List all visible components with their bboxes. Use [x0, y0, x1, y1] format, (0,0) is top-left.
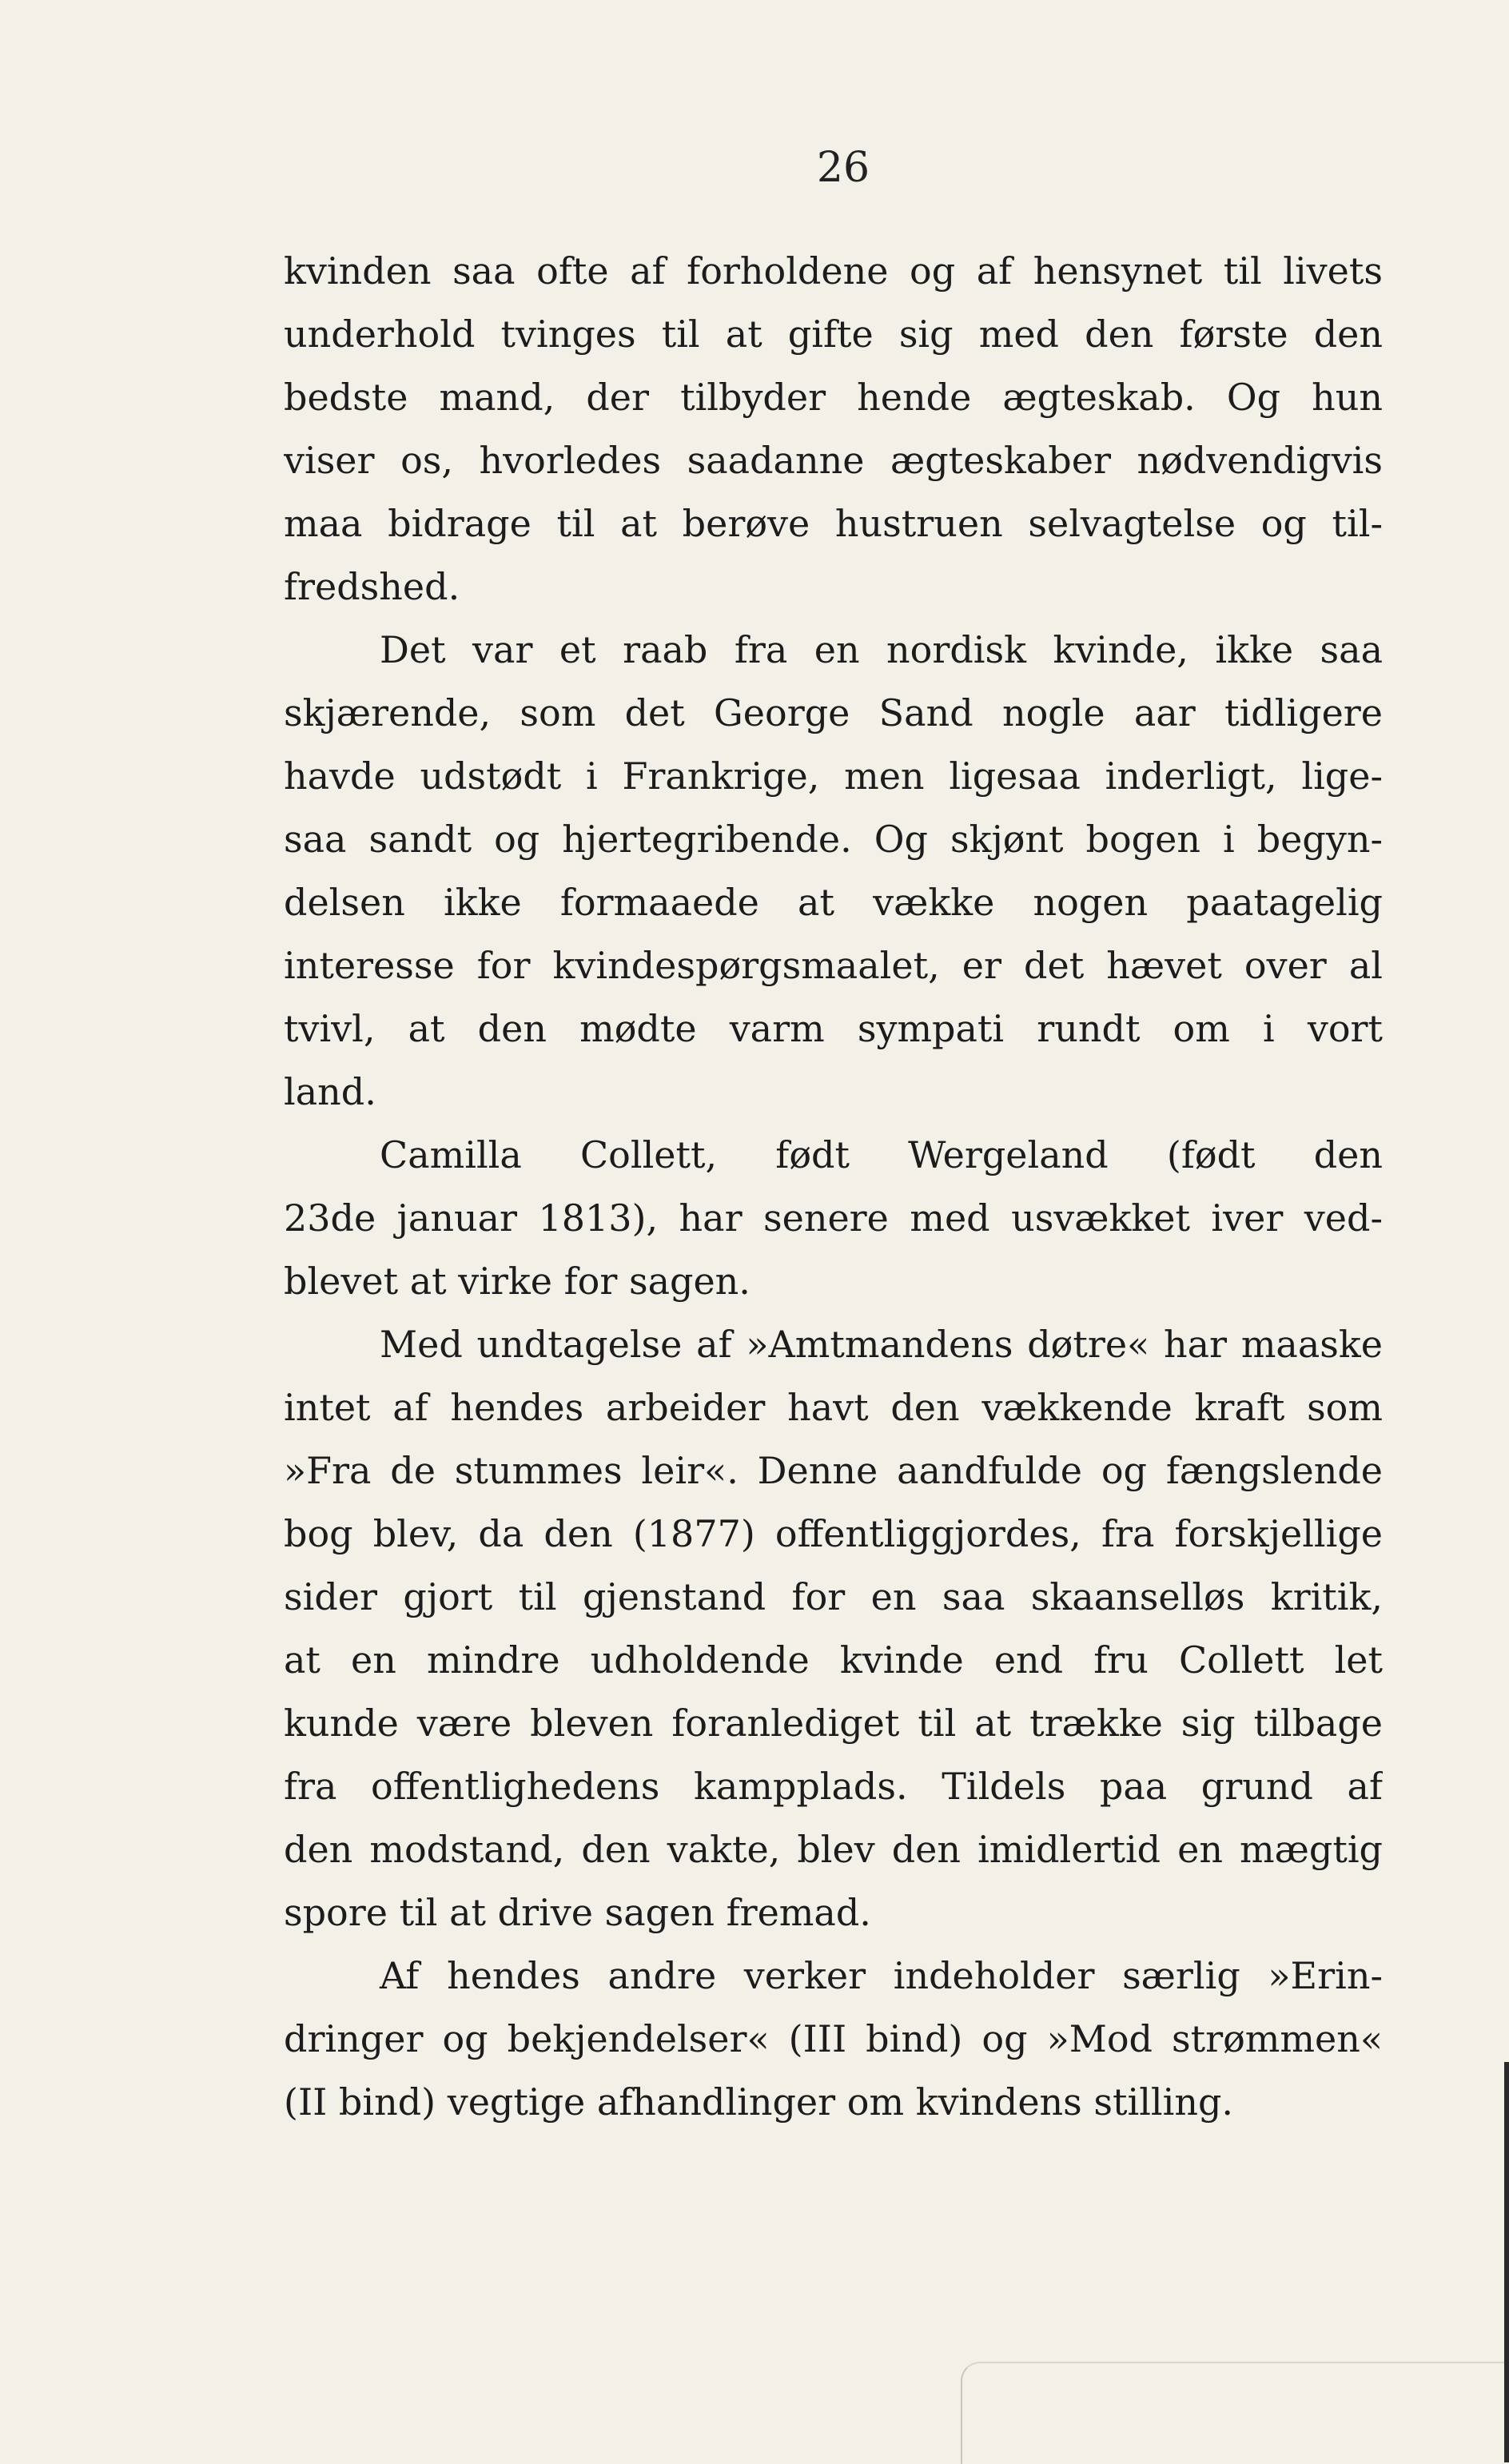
text-line: den modstand, den vakte, blev den imidlertid en mægtig [284, 1828, 1383, 1871]
text-line: bedste mand, der tilbyder hende ægteskab. Og hun [284, 376, 1383, 419]
page-edge-mark [961, 2362, 1509, 2464]
text-line: viser os, hvorledes saadanne ægteskaber nødvendigvis [284, 439, 1383, 482]
text-line: saa sandt og hjertegribende. Og skjønt bogen i begyn- [284, 818, 1383, 861]
text-line: land. [284, 1070, 376, 1113]
text-line: tvivl, at den mødte varm sympati rundt om i vort [284, 1007, 1383, 1050]
text-line: Med undtagelse af »Amtmandens døtre« har maaske [380, 1323, 1383, 1366]
text-line: »Fra de stummes leir«. Denne aandfulde og fængslende [284, 1449, 1383, 1492]
text-line: underhold tvinges til at gifte sig med den første den [284, 312, 1383, 356]
text-line: sider gjort til gjenstand for en saa skaanselløs kritik, [284, 1575, 1383, 1618]
text-line: bog blev, da den (1877) offentliggjordes, fra forskjellige [284, 1512, 1383, 1555]
text-line: 23de januar 1813), har senere med usvækket iver ved- [284, 1196, 1383, 1240]
page-edge-shadow [1504, 2062, 1509, 2462]
text-line: intet af hendes arbeider havt den vækkende kraft som [284, 1386, 1383, 1429]
text-line: fredshed. [284, 565, 460, 608]
text-line: maa bidrage til at berøve hustruen selvagtelse og til- [284, 502, 1383, 545]
text-line: at en mindre udholdende kvinde end fru Collett let [284, 1638, 1383, 1682]
body-text [284, 240, 1383, 2134]
text-line: fra offentlighedens kampplads. Tildels paa grund af [284, 1765, 1383, 1808]
text-line: Camilla Collett, født Wergeland (født den [380, 1133, 1383, 1176]
text-line: interesse for kvindespørgsmaalet, er det hævet over al [284, 944, 1383, 987]
text-line: blevet at virke for sagen. [284, 1260, 751, 1303]
page-number: 26 [816, 144, 870, 192]
text-line: Af hendes andre verker indeholder særlig »Erin- [380, 1954, 1383, 1997]
text-line: (II bind) vegtige afhandlinger om kvindens stilling. [284, 2080, 1234, 2124]
text-line: spore til at drive sagen fremad. [284, 1891, 871, 1934]
text-line: dringer og bekjendelser« (III bind) og »Mod strømmen« [284, 2017, 1383, 2060]
text-line: kunde være bleven foranlediget til at trække sig tilbage [284, 1702, 1383, 1745]
text-line: kvinden saa ofte af forholdene og af hensynet til livets [284, 249, 1383, 293]
text-line: skjærende, som det George Sand nogle aar tidligere [284, 691, 1383, 734]
text-line: Det var et raab fra en nordisk kvinde, ikke saa [380, 628, 1383, 671]
text-line: havde udstødt i Frankrige, men ligesaa inderligt, lige- [284, 754, 1383, 798]
text-line: delsen ikke formaaede at vække nogen paatagelig [284, 881, 1383, 924]
